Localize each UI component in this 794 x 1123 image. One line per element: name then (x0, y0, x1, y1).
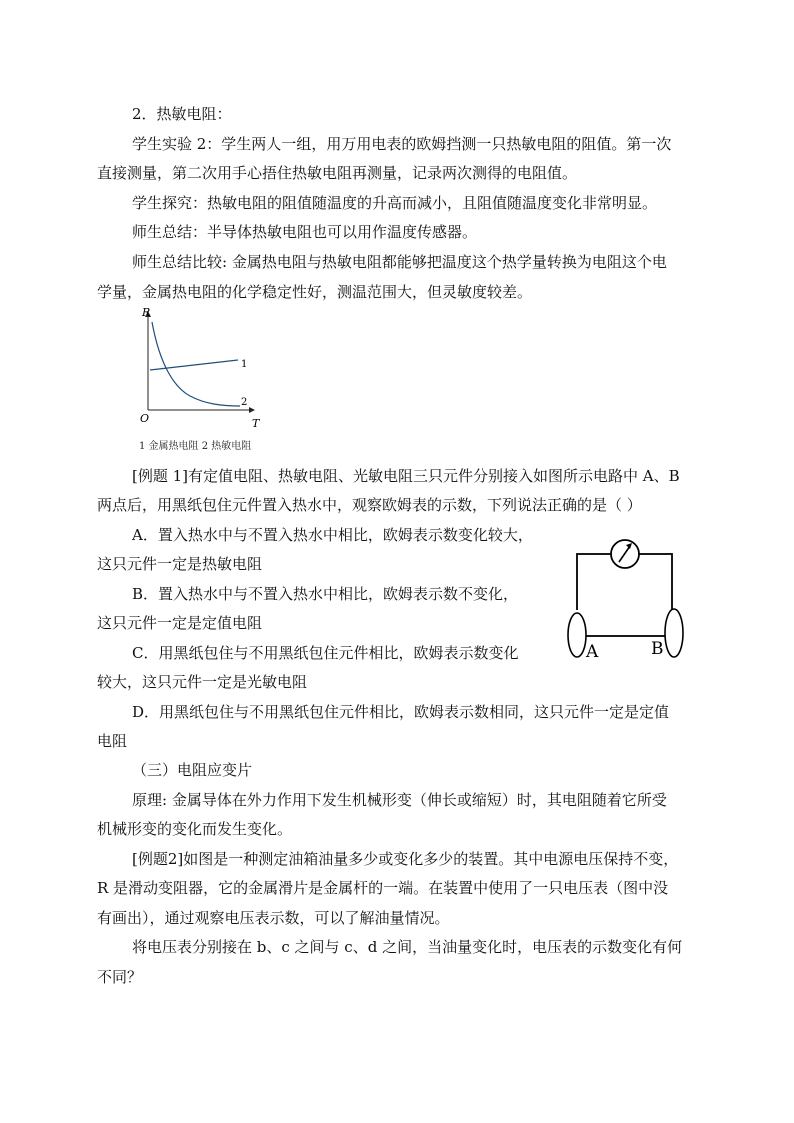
option-c-line-2: 较大，这只元件一定是光敏电阻 (97, 673, 308, 691)
question-line-1: 将电压表分别接在 b、c 之间与 c、d 之间，当油量变化时，电压表的示数变化有何 (132, 938, 683, 956)
section-2-title: 2．热敏电阻： (132, 105, 232, 123)
resistance-temperature-graph (130, 306, 270, 436)
terminal-b-icon (665, 609, 683, 657)
inquiry-text: 学生探究：热敏电阻的阻值随温度的升高而减小，且阻值随温度变化非常明显。 (132, 194, 658, 212)
section-3-title: （三）电阻应变片 (132, 761, 253, 779)
example2-line-2: R 是滑动变阻器，它的金属滑片是金属杆的一端。在装置中使用了一只电压表（图中没 (97, 879, 669, 897)
summary-text: 师生总结：半导体热敏电阻也可以用作温度传感器。 (132, 223, 478, 241)
example1-stem-line-2: 两点后，用黑纸包住元件置入热水中，观察欧姆表的示数，下列说法正确的是（ ） (97, 496, 642, 514)
principle-line-2: 机械形变的变化而发生变化。 (97, 820, 293, 838)
option-d-line-2: 电阻 (97, 732, 128, 750)
experiment-line-1: 学生实验 2：学生两人一组，用万用电表的欧姆挡测一只热敏电阻的阻值。第一次 (132, 135, 672, 153)
experiment-line-2: 直接测量，第二次用手心捂住热敏电阻再测量，记录两次测得的电阻值。 (97, 164, 578, 182)
comparison-line-1: 师生总结比较: 金属热电阻与热敏电阻都能够把温度这个热学量转换为电阻这个电 (132, 253, 667, 271)
option-b-line-1: B．置入热水中与不置入热水中相比，欧姆表示数不变化， (132, 585, 519, 603)
x-axis-label: T (252, 417, 260, 430)
option-d-line-1: D．用黑纸包住与不用黑纸包住元件相比，欧姆表示数相同，这只元件一定是定值 (132, 703, 670, 721)
y-axis-label: R (142, 306, 151, 319)
terminal-a-label: A (586, 642, 599, 662)
comparison-line-2: 学量，金属热电阻的化学稳定性好，测温范围大，但灵敏度较差。 (97, 283, 533, 301)
principle-line-1: 原理: 金属导体在外力作用下发生机械形变（伸长或缩短）时，其电阻随着它所受 (132, 791, 667, 809)
option-b-line-2: 这只元件一定是定值电阻 (97, 614, 263, 632)
curve-1-label: 1 (241, 359, 248, 370)
ohmmeter-circuit-diagram (555, 530, 705, 660)
option-a-line-1: A．置入热水中与不置入热水中相比，欧姆表示数变化较大， (132, 526, 533, 544)
question-line-2: 不同？ (97, 968, 143, 986)
curve-2-label: 2 (241, 397, 248, 408)
example1-stem-line-1: [例题 1]有定值电阻、热敏电阻、光敏电阻三只元件分别接入如图所示电路中 A、B (132, 467, 680, 485)
terminal-b-label: B (651, 639, 664, 659)
example2-line-3: 有画出），通过观察电压表示数，可以了解油量情况。 (97, 909, 450, 927)
graph-caption: 1 金属热电阻 2 热敏电阻 (139, 441, 252, 452)
thermistor-curve (152, 322, 240, 406)
example2-line-1: [例题2]如图是一种测定油箱油量多少或变化多少的装置。其中电源电压保持不变， (132, 850, 679, 868)
option-c-line-1: C．用黑纸包住与不用黑纸包住元件相比，欧姆表示数变化 (132, 644, 519, 662)
option-a-line-2: 这只元件一定是热敏电阻 (97, 555, 263, 573)
terminal-a-icon (568, 613, 586, 657)
origin-label: O (140, 412, 150, 425)
